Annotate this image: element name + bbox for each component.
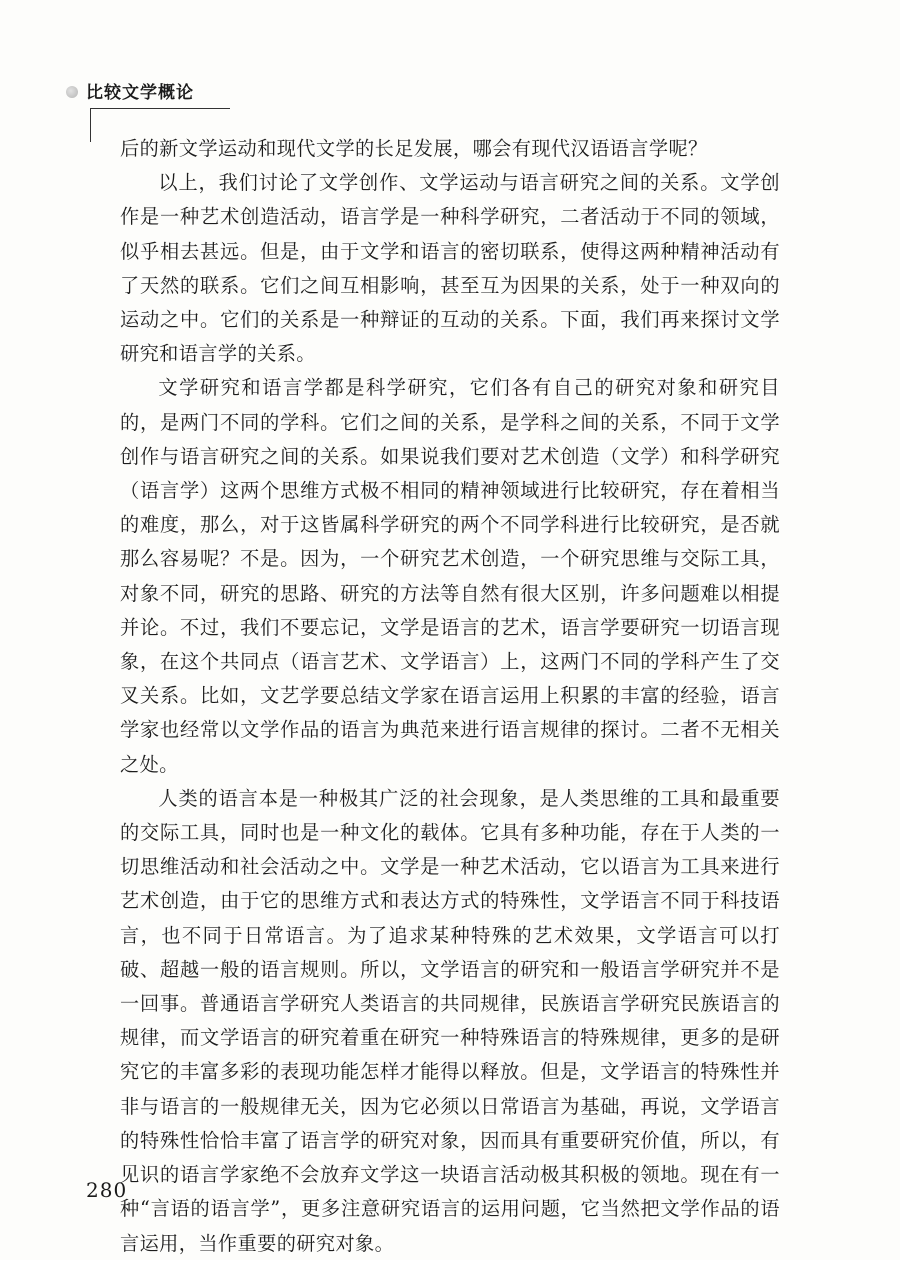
paragraph: 以上，我们讨论了文学创作、文学运动与语言研究之间的关系。文学创作是一种艺术创造活动，语言学是一种科学研究，二者活动于不同的领域，似乎相去甚远。但是，由于文学和语言的密切联系，使得这两种精神活动有了天然的联系。它们之间互相影响，甚至互为因果的关系，处于一种双向的运动之中。它们的关系是一种辩证的互动的关系。下面，我们再来探讨文学研究和语言学的关系。	[120, 171, 780, 366]
book-title: 比较文学概论	[86, 83, 194, 103]
body-text	[120, 132, 780, 1261]
header-rule-vertical	[90, 108, 91, 142]
page-number: 280	[86, 1178, 128, 1202]
header-rule-horizontal	[90, 108, 230, 109]
header-ornament-icon	[66, 86, 78, 98]
paragraph: 人类的语言本是一种极其广泛的社会现象，是人类思维的工具和最重要的交际工具，同时也是一种文化的载体。它具有多种功能，存在于人类的一切思维活动和社会活动之中。文学是一种艺术活动，它以语言为工具来进行艺术创造，由于它的思维方式和表达方式的特殊性，文学语言不同于科技语言，也不同于日常语言。为了追求某种特殊的艺术效果，文学语言可以打破、超越一般的语言规则。所以，文学语言的研究和一般语言学研究并不是一回事。普通语言学研究人类语言的共同规律，民族语言学研究民族语言的规律，而文学语言的研究着重在研究一种特殊语言的特殊规律，更多的是研究它的丰富多彩的表现功能怎样才能得以释放。但是，文学语言的特殊性并非与语言的一般规律无关，因为它必须以日常语言为基础，再说，文学语言的特殊性恰恰丰富了语言学的研究对象，因而具有重要研究价值，所以，有见识的语言学家绝不会放弃文学这一块语言活动极其积极的领地。现在有一种“言语的语言学”，更多注意研究语言的运用问题，它当然把文学作品的语言运用，当作重要的研究对象。	[120, 786, 780, 1255]
running-header	[62, 78, 282, 134]
paragraph: 文学研究和语言学都是科学研究，它们各有自己的研究对象和研究目的，是两门不同的学科。它们之间的关系，是学科之间的关系，不同于文学创作与语言研究之间的关系。如果说我们要对艺术创造（文学）和科学研究（语言学）这两个思维方式极不相同的精神领域进行比较研究，存在着相当的难度，那么，对于这皆属科学研究的两个不同学科进行比较研究，是否就那么容易呢？不是。因为，一个研究艺术创造，一个研究思维与交际工具，对象不同，研究的思路、研究的方法等自然有很大区别，许多问题难以相提并论。不过，我们不要忘记，文学是语言的艺术，语言学要研究一切语言现象，在这个共同点（语言艺术、文学语言）上，这两门不同的学科产生了交叉关系。比如，文艺学要总结文学家在语言运用上积累的丰富的经验，语言学家也经常以文学作品的语言为典范来进行语言规律的探讨。二者不无相关之处。	[120, 376, 780, 776]
paragraph-continued: 后的新文学运动和现代文学的长足发展，哪会有现代汉语语言学呢？	[120, 137, 708, 160]
